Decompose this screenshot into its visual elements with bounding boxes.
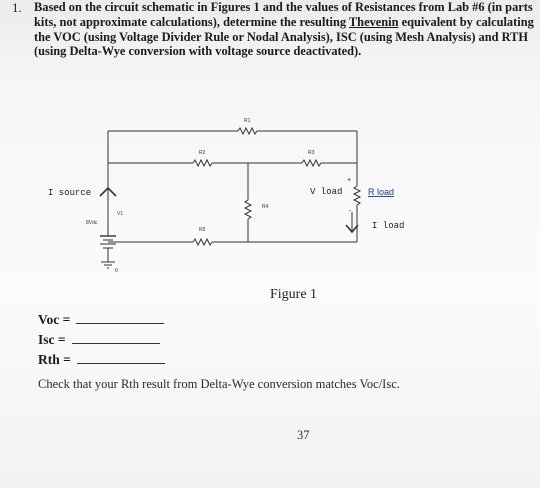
- isc-term: ISC: [336, 29, 357, 44]
- i-source-label: I source: [48, 188, 92, 198]
- r4-resistor: [245, 200, 251, 219]
- check-note: Check that your Rth result from Delta-Wye conversion matches Voc/Isc.: [38, 377, 400, 391]
- ground-label: 0: [115, 268, 118, 274]
- plus-label: +: [347, 177, 352, 185]
- answer-section: [38, 310, 165, 370]
- voc-blank[interactable]: [76, 311, 164, 324]
- r1-resistor: [238, 128, 257, 134]
- rth-term: RTH: [501, 29, 529, 44]
- r5-label: R5: [199, 227, 206, 233]
- isc-blank[interactable]: [72, 331, 160, 344]
- minus-label: -: [348, 208, 353, 216]
- r-load-resistor: [354, 186, 360, 205]
- question-text-part: equivalent by calculating the: [34, 14, 534, 44]
- rth-answer: [38, 350, 165, 370]
- voc-term: VOC: [53, 29, 81, 44]
- r4-label: R4: [262, 204, 269, 210]
- i-load-label: I load: [372, 221, 405, 231]
- rth-blank[interactable]: [77, 351, 165, 364]
- question-text-part: (using Mesh Analysis) and: [356, 29, 502, 44]
- r3-label: R3: [308, 150, 315, 156]
- figure-caption: Figure 1: [270, 287, 318, 302]
- thevenin-term: Thevenin: [348, 14, 399, 29]
- question-text-part: (using Delta-Wye conversion with voltage source deactivated).: [34, 44, 362, 59]
- voc-answer-label: Voc =: [38, 312, 71, 327]
- question-text-part: Based on the circuit schematic in Figures 1 and the values of Resistances from Lab #6 (in parts kits, not approximate calculations), determine the resulting: [34, 0, 533, 29]
- r3-resistor: [302, 160, 321, 166]
- rth-answer-label: Rth =: [38, 352, 71, 367]
- v-load-label: V load: [310, 187, 343, 197]
- r2-label: R2: [199, 150, 206, 156]
- page-number: 37: [297, 428, 310, 442]
- r2-resistor: [193, 160, 212, 166]
- isc-answer-label: Isc =: [38, 332, 66, 347]
- r-load-label: R load: [368, 187, 395, 197]
- voc-answer: [38, 310, 165, 330]
- vdc-label: 8Vdc: [86, 220, 98, 226]
- question-number: 1.: [12, 0, 22, 15]
- question-text-part: (using Voltage Divider Rule or Nodal Analysis),: [80, 29, 336, 44]
- r5-resistor: [193, 239, 212, 245]
- isc-answer: [38, 330, 165, 350]
- v1-label: V1: [117, 211, 124, 217]
- r1-label: R1: [244, 118, 251, 124]
